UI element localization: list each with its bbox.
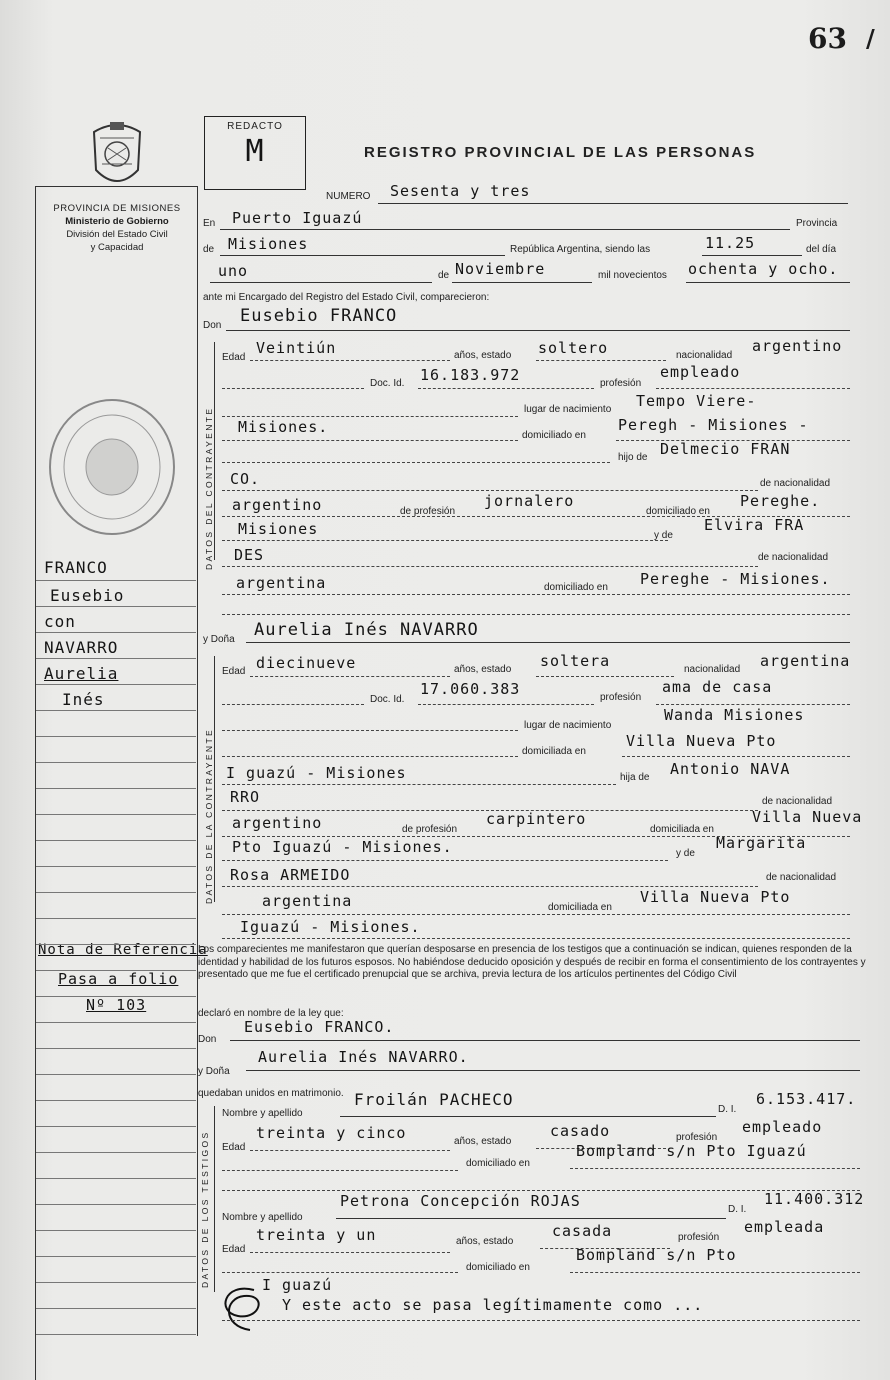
margin-ruled-line bbox=[36, 892, 196, 893]
ministry-top-rule bbox=[35, 186, 197, 187]
section-label-witnesses: DATOS DE LOS TESTIGOS bbox=[200, 1130, 210, 1288]
groom-padre-nac: argentino bbox=[232, 496, 323, 514]
witness2-estado: casada bbox=[552, 1222, 613, 1240]
bride-doc: 17.060.383 bbox=[420, 680, 521, 698]
margin-name-2: Eusebio bbox=[50, 586, 125, 605]
ministry-name: Ministerio de Gobierno bbox=[65, 216, 169, 227]
witness2-di: 11.400.312 bbox=[764, 1190, 865, 1208]
margin-ruled-line bbox=[36, 866, 196, 867]
en-label: En bbox=[203, 218, 216, 229]
bride-padre-dom-label: domiciliada en bbox=[650, 824, 714, 835]
witness2-profesion: empleada bbox=[744, 1218, 825, 1236]
bride-padre-2: RRO bbox=[230, 788, 261, 806]
margin-ruled-line bbox=[36, 970, 196, 971]
witness1-nombre-label: Nombre y apellido bbox=[222, 1108, 303, 1119]
groom-madre-dom: Pereghe - Misiones. bbox=[640, 570, 831, 588]
margin-note-1: Nota de Referencia bbox=[38, 942, 208, 958]
margin-ruled-line bbox=[36, 658, 196, 659]
bottom-note-2: Y este acto se pasa legítimamente como ... bbox=[282, 1296, 704, 1314]
witness1-name: Froilán PACHECO bbox=[354, 1090, 514, 1109]
groom-padre-prof-label: de profesión bbox=[400, 506, 456, 517]
redacto-box bbox=[204, 116, 306, 190]
bride-nacionalidad: argentina bbox=[760, 652, 851, 670]
margin-ruled-line bbox=[36, 1230, 196, 1231]
bride-padre-nac: argentino bbox=[232, 814, 323, 832]
groom-padre-prof: jornalero bbox=[484, 492, 575, 510]
margin-ruled-line bbox=[36, 1152, 196, 1153]
bride-edad-label: Edad bbox=[222, 666, 246, 677]
witness2-anos-label: años, estado bbox=[456, 1236, 514, 1247]
ante-text: ante mi Encargado del Registro del Estado Civil, comparecieron: bbox=[203, 292, 490, 303]
margin-ruled-line bbox=[36, 1022, 196, 1023]
margin-ruled-line bbox=[36, 1334, 196, 1335]
coat-of-arms-icon bbox=[86, 118, 148, 192]
groom-madre-nac-label: de nacionalidad bbox=[758, 552, 829, 563]
margin-name-4: NAVARRO bbox=[44, 638, 119, 657]
section-label-groom: DATOS DEL CONTRAYENTE bbox=[204, 406, 214, 570]
bride-y-de-label: y de bbox=[676, 848, 695, 859]
bride-profesion: ama de casa bbox=[662, 678, 773, 696]
bride-name: Aurelia Inés NAVARRO bbox=[254, 620, 479, 640]
quedaban-text: quedaban unidos en matrimonio. bbox=[198, 1088, 344, 1099]
groom-lugar: Tempo Viere- bbox=[636, 392, 757, 410]
witness1-profesion: empleado bbox=[742, 1118, 823, 1136]
bride-estado: soltera bbox=[540, 652, 611, 670]
bride-edad: diecinueve bbox=[256, 654, 357, 672]
don-label: Don bbox=[203, 320, 222, 331]
groom-lugar-2: Misiones. bbox=[238, 418, 329, 436]
witness2-dom-label: domiciliado en bbox=[466, 1262, 530, 1273]
redacto-value: M bbox=[245, 134, 265, 169]
witness2-prof-label: profesión bbox=[678, 1232, 720, 1243]
bride-dom-label: domiciliada en bbox=[522, 746, 586, 757]
margin-name-1: FRANCO bbox=[44, 558, 108, 577]
margin-ruled-line bbox=[36, 840, 196, 841]
mes-value: Noviembre bbox=[455, 260, 546, 278]
declared-dona-value: Aurelia Inés NAVARRO. bbox=[258, 1048, 469, 1066]
margin-name-6: Inés bbox=[62, 690, 105, 709]
margin-name-3: con bbox=[44, 612, 76, 631]
bottom-note-1: I guazú bbox=[262, 1276, 333, 1294]
witness2-domicilio: Bompland s/n Pto bbox=[576, 1246, 737, 1264]
mil-label: mil novecientos bbox=[598, 270, 667, 281]
declared-don-label: Don bbox=[198, 1034, 217, 1045]
bride-nac-label: nacionalidad bbox=[684, 664, 741, 675]
groom-dom-label: domiciliado en bbox=[522, 430, 586, 441]
groom-madre-nac: argentina bbox=[236, 574, 327, 592]
margin-ruled-line bbox=[36, 944, 196, 945]
left-margin-line bbox=[35, 186, 36, 1380]
margin-ruled-line bbox=[36, 762, 196, 763]
margin-ruled-line bbox=[36, 996, 196, 997]
redacto-label: REDACTO bbox=[227, 121, 283, 132]
groom-doc-label: Doc. Id. bbox=[370, 378, 405, 389]
groom-nac-label: nacionalidad bbox=[676, 350, 733, 361]
witness1-anos-label: años, estado bbox=[454, 1136, 512, 1147]
groom-estado: soltero bbox=[538, 339, 609, 357]
witness1-di: 6.153.417. bbox=[756, 1090, 857, 1108]
bride-padre: Antonio NAVA bbox=[670, 760, 791, 778]
groom-madre-dom-label: domiciliado en bbox=[544, 582, 608, 593]
page-corner-mark: / bbox=[866, 24, 875, 53]
declared-don-value: Eusebio FRANCO. bbox=[244, 1018, 395, 1036]
witness1-di-label: D. I. bbox=[718, 1104, 737, 1115]
bride-madre-nac: argentina bbox=[262, 892, 353, 910]
groom-padre: Delmecio FRAN bbox=[660, 440, 791, 458]
margin-ruled-line bbox=[36, 1126, 196, 1127]
groom-madre: Elvira FRA bbox=[704, 516, 805, 534]
dia-value: uno bbox=[218, 262, 249, 280]
groom-y-de-label: y de bbox=[654, 530, 673, 541]
bride-doc-label: Doc. Id. bbox=[370, 694, 405, 705]
bride-padre-dom-2: Pto Iguazú - Misiones. bbox=[232, 838, 453, 856]
declaration-text: Los comparecientes me manifestaron que querían desposarse en presencia de los testigos que a continuación se indican, quienes responden de la identidad y habilidad de los futuros esposos. No habiéndose deducido oposición y después de recibir en forma el consentimiento de los contrayentes y presentado que me fue el certificado prenupcial que se archiva, previa lectura de los artículos pertinentes del Código Civil bbox=[198, 944, 866, 980]
bride-madre-nac-label: de nacionalidad bbox=[766, 872, 837, 883]
bride-padre-dom: Villa Nueva bbox=[752, 808, 863, 826]
en-value: Puerto Iguazú bbox=[232, 209, 363, 227]
bride-padre-prof-label: de profesión bbox=[402, 824, 458, 835]
groom-padre-nac-label: de nacionalidad bbox=[760, 478, 831, 489]
registry-title: REGISTRO PROVINCIAL DE LAS PERSONAS bbox=[364, 144, 757, 161]
bride-domicilio: Villa Nueva Pto bbox=[626, 732, 777, 750]
witness2-di-label: D. I. bbox=[728, 1204, 747, 1215]
ministry-block bbox=[38, 202, 196, 254]
bride-madre-dom-label: domiciliada en bbox=[548, 902, 612, 913]
margin-note-3: Nº 103 bbox=[86, 996, 147, 1014]
margin-ruled-line bbox=[36, 918, 196, 919]
margin-ruled-line bbox=[36, 632, 196, 633]
witness2-nombre-label: Nombre y apellido bbox=[222, 1212, 303, 1223]
witness1-domicilio: Bompland s/n Pto Iguazú bbox=[576, 1142, 807, 1160]
bride-padre-nac-label: de nacionalidad bbox=[762, 796, 833, 807]
groom-profesion: empleado bbox=[660, 363, 741, 381]
provincia-label: Provincia bbox=[796, 218, 838, 229]
groom-nacionalidad: argentino bbox=[752, 337, 843, 355]
witness1-prof-label: profesión bbox=[676, 1132, 718, 1143]
margin-ruled-line bbox=[36, 580, 196, 581]
bride-lugar: Wanda Misiones bbox=[664, 706, 805, 724]
y-dona-label: y Doña bbox=[203, 634, 235, 645]
witness1-edad: treinta y cinco bbox=[256, 1124, 407, 1142]
witness2-name: Petrona Concepción ROJAS bbox=[340, 1192, 581, 1210]
form-left-border bbox=[197, 186, 198, 1336]
groom-padre-dom: Pereghe. bbox=[740, 492, 821, 510]
witness1-estado: casado bbox=[550, 1122, 611, 1140]
de-value: Misiones bbox=[228, 235, 309, 253]
groom-hijo-label: hijo de bbox=[618, 452, 648, 463]
numero-label: NUMERO bbox=[326, 191, 371, 202]
margin-ruled-line bbox=[36, 1178, 196, 1179]
margin-ruled-line bbox=[36, 1074, 196, 1075]
margin-note-2: Pasa a folio bbox=[58, 970, 179, 988]
handwritten-flourish bbox=[214, 1282, 274, 1334]
groom-domicilio: Peregh - Misiones - bbox=[618, 416, 809, 434]
de-mes-label: de bbox=[438, 270, 450, 281]
bride-anos-label: años, estado bbox=[454, 664, 512, 675]
margin-ruled-line bbox=[36, 1100, 196, 1101]
witness2-edad-label: Edad bbox=[222, 1244, 246, 1255]
declaro-label: declaró en nombre de la ley que: bbox=[198, 1008, 344, 1019]
bride-hija-label: hija de bbox=[620, 772, 650, 783]
section-label-bride: DATOS DE LA CONTRAYENTE bbox=[204, 727, 214, 904]
declared-dona-label: y Doña bbox=[198, 1066, 230, 1077]
groom-padre-2: CO. bbox=[230, 470, 261, 488]
margin-ruled-line bbox=[36, 1308, 196, 1309]
bride-madre-dom: Villa Nueva Pto bbox=[640, 888, 791, 906]
margin-ruled-line bbox=[36, 736, 196, 737]
groom-name: Eusebio FRANCO bbox=[240, 306, 398, 326]
margin-ruled-line bbox=[36, 1256, 196, 1257]
bride-madre-2: Rosa ARMEIDO bbox=[230, 866, 351, 884]
margin-ruled-line bbox=[36, 1204, 196, 1205]
ministry-province: PROVINCIA DE MISIONES bbox=[53, 203, 181, 214]
de-label: de bbox=[203, 244, 215, 255]
margin-ruled-line bbox=[36, 1282, 196, 1283]
page-number: 63 bbox=[808, 22, 847, 55]
margin-ruled-line bbox=[36, 684, 196, 685]
bride-padre-prof: carpintero bbox=[486, 810, 587, 828]
witness1-dom-label: domiciliado en bbox=[466, 1158, 530, 1169]
margin-ruled-line bbox=[36, 606, 196, 607]
official-stamp bbox=[46, 396, 178, 538]
margin-ruled-line bbox=[36, 814, 196, 815]
bride-prof-label: profesión bbox=[600, 692, 642, 703]
groom-edad-label: Edad bbox=[222, 352, 246, 363]
numero-value: Sesenta y tres bbox=[390, 182, 531, 200]
margin-ruled-line bbox=[36, 788, 196, 789]
groom-padre-dom-2: Misiones bbox=[238, 520, 319, 538]
groom-padre-dom-label: domiciliado en bbox=[646, 506, 710, 517]
groom-doc: 16.183.972 bbox=[420, 366, 521, 384]
witness2-edad: treinta y un bbox=[256, 1226, 377, 1244]
ministry-capacity: y Capacidad bbox=[90, 242, 144, 253]
del-dia-label: del día bbox=[806, 244, 837, 255]
ministry-division: División del Estado Civil bbox=[66, 229, 168, 240]
bride-madre-dom-2: Iguazú - Misiones. bbox=[240, 918, 421, 936]
groom-edad: Veintiún bbox=[256, 339, 337, 357]
hora-value: 11.25 bbox=[705, 234, 756, 252]
groom-lugar-label: lugar de nacimiento bbox=[524, 404, 612, 415]
groom-madre-2: DES bbox=[234, 546, 265, 564]
margin-ruled-line bbox=[36, 1048, 196, 1049]
bride-domicilio-2: I guazú - Misiones bbox=[226, 764, 407, 782]
witness1-edad-label: Edad bbox=[222, 1142, 246, 1153]
bride-lugar-label: lugar de nacimiento bbox=[524, 720, 612, 731]
bride-madre: Margarita bbox=[716, 834, 807, 852]
republica-label: República Argentina, siendo las bbox=[510, 244, 651, 255]
anio-value: ochenta y ocho. bbox=[688, 260, 839, 278]
margin-ruled-line bbox=[36, 710, 196, 711]
groom-prof-label: profesión bbox=[600, 378, 642, 389]
groom-anos-label: años, estado bbox=[454, 350, 512, 361]
margin-name-5: Aurelia bbox=[44, 664, 119, 683]
